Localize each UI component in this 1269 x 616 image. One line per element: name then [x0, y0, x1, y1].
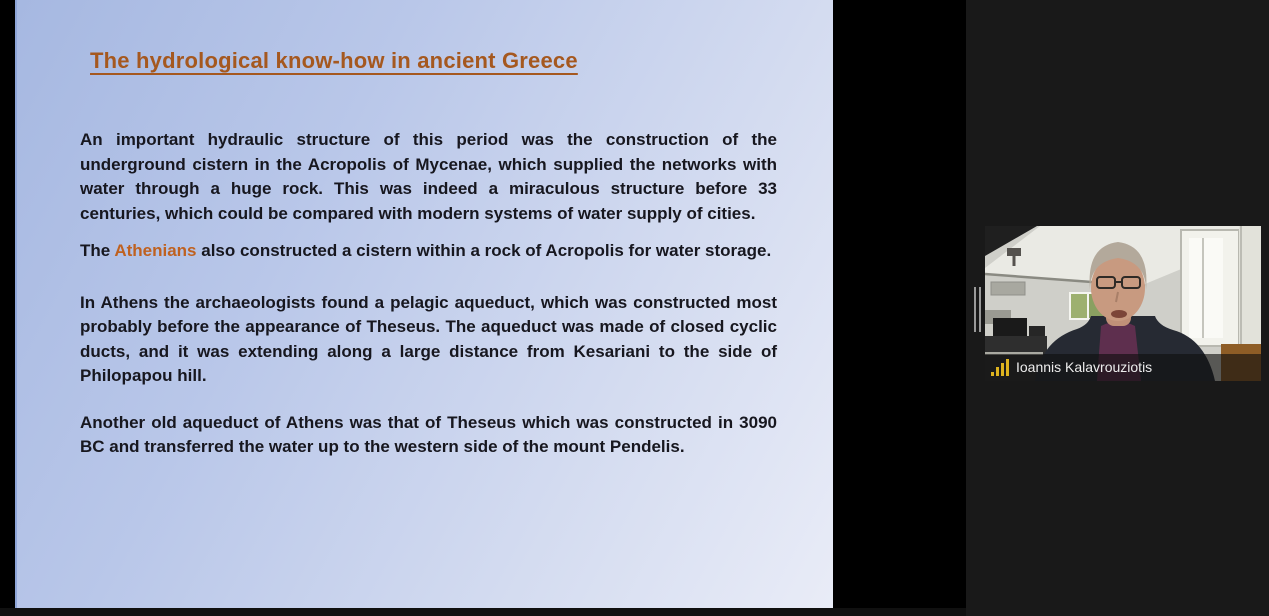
paragraph-2-highlight: Athenians	[114, 241, 197, 260]
slide-paragraph-4: Another old aqueduct of Athens was that of Theseus which was constructed in 3090 BC and transferred the water up to the western side of the mount Pendelis.	[80, 412, 777, 456]
audio-level-icon	[991, 359, 1010, 376]
participant-name: Ioannis Kalavrouziotis	[1016, 359, 1153, 375]
slide-body	[80, 128, 777, 460]
slide-paragraph-3: In Athens the archaeologists found a pelagic aqueduct, which was constructed most probably before the appearance of Theseus. The aqueduct was made of closed cyclic ducts, and it was extending along a large distance from Kesariani to the side of Philopapou hill.	[80, 292, 777, 385]
paragraph-2-before: The	[80, 241, 115, 260]
participant-video[interactable]	[985, 226, 1261, 381]
slide-paragraph-1: An important hydraulic structure of this period was the construction of the underground cistern in the Acropolis of Mycenae, which supplied the networks with water through a huge rock. This was indeed a miraculous structure before 33 centuries, which could be compared with modern systems of water supply of cities.	[80, 130, 777, 223]
video-panel	[966, 0, 1269, 616]
paragraph-2-after: also constructed a cistern within a rock of Acropolis for water storage.	[196, 241, 772, 260]
slide-title: The hydrological know-how in ancient Greece	[90, 48, 578, 73]
slide-paragraph-2	[80, 239, 777, 264]
bottom-letterbox	[0, 608, 966, 616]
shared-slide	[15, 0, 833, 608]
panel-resize-handle[interactable]	[974, 287, 982, 332]
participant-name-bar	[985, 354, 1261, 381]
